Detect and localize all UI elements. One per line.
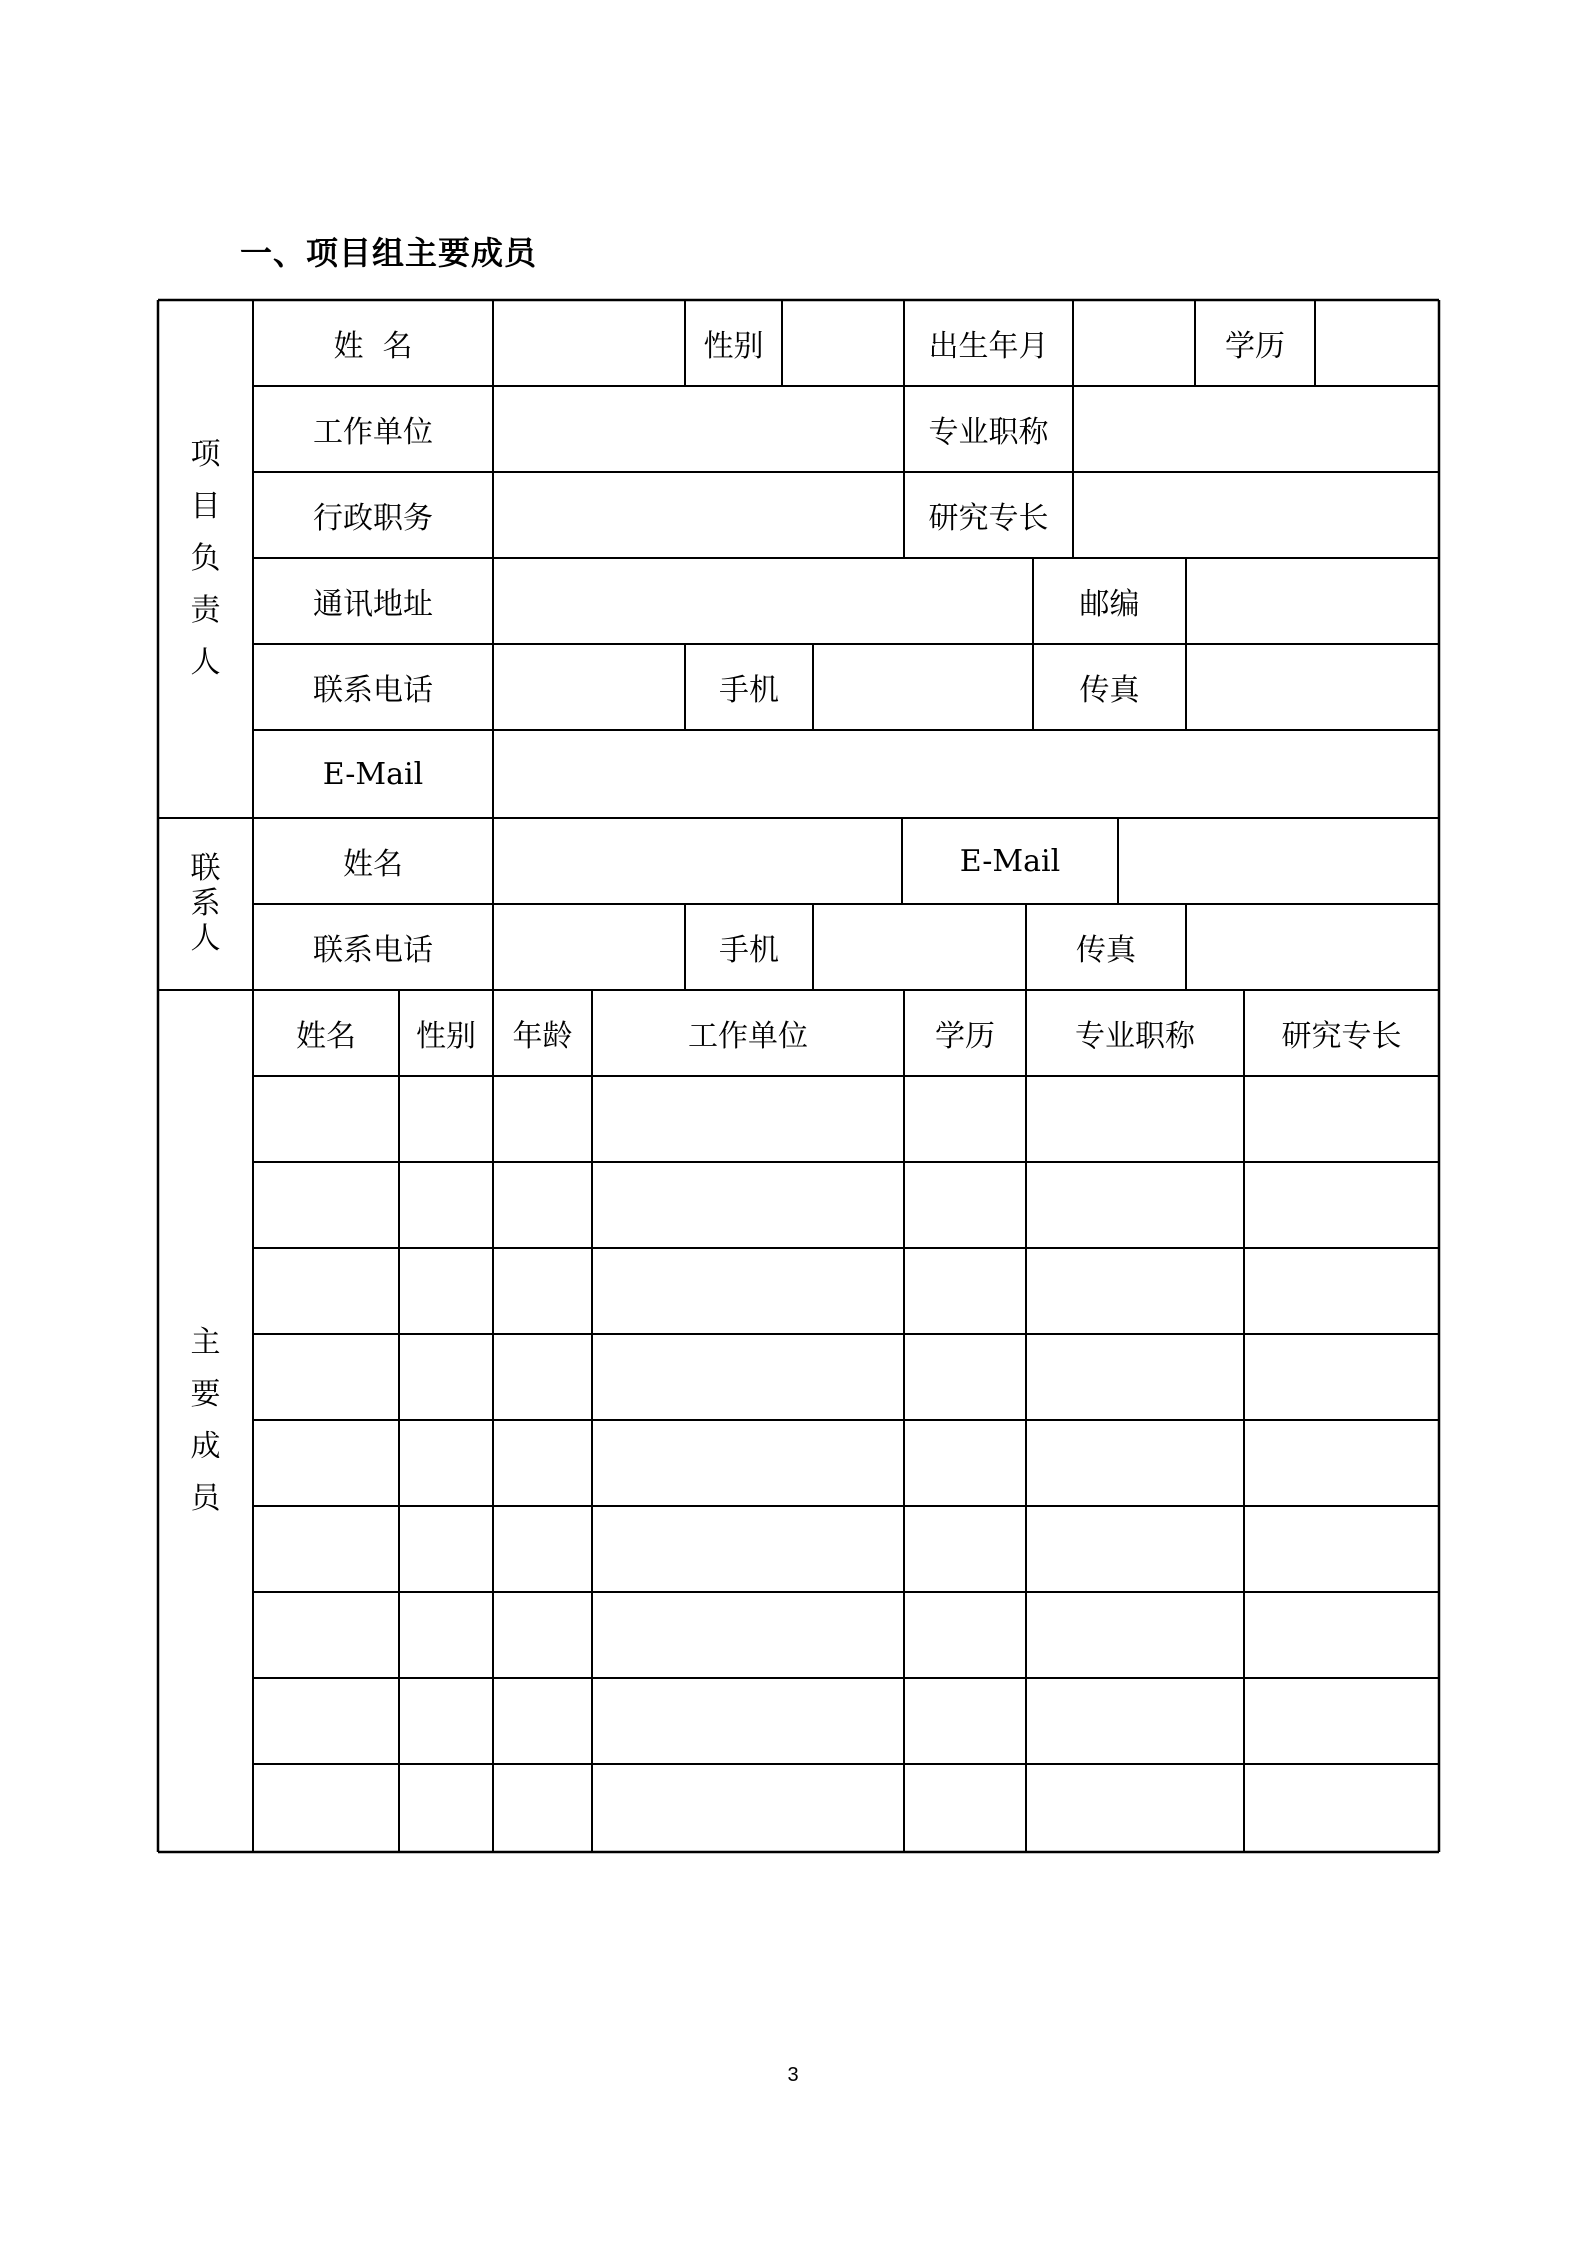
member-research-field[interactable] — [1244, 1678, 1439, 1764]
member-gender-field[interactable] — [399, 1506, 493, 1592]
member-name-field[interactable] — [253, 1592, 399, 1678]
leader-fax-field[interactable] — [1186, 644, 1439, 730]
section-heading: 一、项目组主要成员 — [240, 234, 538, 272]
page-number: 3 — [787, 2064, 799, 2086]
member-research-field[interactable] — [1244, 1764, 1439, 1852]
member-education-field[interactable] — [904, 1248, 1026, 1334]
vertical-label-char: 要 — [190, 1377, 221, 1412]
leader-phone-field[interactable] — [493, 644, 685, 730]
leader-research-field[interactable] — [1073, 472, 1439, 558]
member-prof-title-field[interactable] — [1026, 1420, 1244, 1506]
member-work-unit-field[interactable] — [592, 1506, 904, 1592]
member-prof-title-field[interactable] — [1026, 1506, 1244, 1592]
member-prof-title-field[interactable] — [1026, 1592, 1244, 1678]
member-gender-field[interactable] — [399, 1162, 493, 1248]
member-work-unit-field[interactable] — [592, 1162, 904, 1248]
contact-phone-label: 联系电话 — [313, 933, 433, 968]
member-name-field[interactable] — [253, 1678, 399, 1764]
members-header-prof-title: 专业职称 — [1075, 1019, 1195, 1054]
member-education-field[interactable] — [904, 1592, 1026, 1678]
member-work-unit-field[interactable] — [592, 1248, 904, 1334]
member-gender-field[interactable] — [399, 1592, 493, 1678]
contact-mobile-field[interactable] — [813, 904, 1026, 990]
member-age-field[interactable] — [493, 1076, 592, 1162]
members-header-work-unit: 工作单位 — [688, 1019, 808, 1054]
leader-education-field[interactable] — [1315, 300, 1439, 386]
member-name-field[interactable] — [253, 1420, 399, 1506]
vertical-label-char: 成 — [190, 1429, 221, 1464]
member-research-field[interactable] — [1244, 1420, 1439, 1506]
member-gender-field[interactable] — [399, 1248, 493, 1334]
leader-section-label — [158, 300, 253, 818]
leader-mobile-label: 手机 — [719, 673, 779, 708]
member-prof-title-field[interactable] — [1026, 1076, 1244, 1162]
member-education-field[interactable] — [904, 1506, 1026, 1592]
member-age-field[interactable] — [493, 1248, 592, 1334]
vertical-label-char: 责 — [190, 593, 221, 628]
member-age-field[interactable] — [493, 1764, 592, 1852]
member-work-unit-field[interactable] — [592, 1592, 904, 1678]
member-education-field[interactable] — [904, 1334, 1026, 1420]
member-prof-title-field[interactable] — [1026, 1764, 1244, 1852]
leader-mobile-field[interactable] — [813, 644, 1033, 730]
leader-research-label: 研究专长 — [928, 501, 1049, 536]
leader-education-label: 学历 — [1225, 329, 1285, 364]
member-research-field[interactable] — [1244, 1592, 1439, 1678]
contact-section-label — [158, 818, 253, 990]
leader-name-field[interactable] — [493, 300, 685, 386]
member-age-field[interactable] — [493, 1420, 592, 1506]
leader-gender-label: 性别 — [703, 329, 764, 364]
member-gender-field[interactable] — [399, 1764, 493, 1852]
member-name-field[interactable] — [253, 1076, 399, 1162]
member-age-field[interactable] — [493, 1592, 592, 1678]
leader-name-label: 姓 名 — [333, 329, 413, 364]
contact-email-field[interactable] — [1118, 818, 1439, 904]
member-name-field[interactable] — [253, 1162, 399, 1248]
leader-admin-post-field[interactable] — [493, 472, 904, 558]
member-education-field[interactable] — [904, 1420, 1026, 1506]
leader-birth-field[interactable] — [1073, 300, 1195, 386]
contact-fax-field[interactable] — [1186, 904, 1439, 990]
vertical-label-char: 负 — [190, 541, 221, 576]
contact-phone-field[interactable] — [493, 904, 685, 990]
leader-fax-label: 传真 — [1079, 673, 1140, 708]
leader-email-field[interactable] — [493, 730, 1439, 818]
member-work-unit-field[interactable] — [592, 1764, 904, 1852]
leader-admin-post-label: 行政职务 — [313, 501, 433, 536]
members-header-education: 学历 — [935, 1019, 995, 1054]
member-research-field[interactable] — [1244, 1248, 1439, 1334]
member-gender-field[interactable] — [399, 1334, 493, 1420]
member-work-unit-field[interactable] — [592, 1420, 904, 1506]
vertical-label-char: 系 — [190, 886, 221, 921]
member-education-field[interactable] — [904, 1764, 1026, 1852]
member-research-field[interactable] — [1244, 1334, 1439, 1420]
vertical-label-char: 员 — [190, 1481, 221, 1516]
member-name-field[interactable] — [253, 1506, 399, 1592]
leader-prof-title-label: 专业职称 — [928, 415, 1049, 450]
leader-postcode-label: 邮编 — [1079, 587, 1140, 622]
members-header-name: 姓名 — [296, 1019, 356, 1054]
contact-email-label: E-Mail — [959, 843, 1061, 879]
leader-work-unit-field[interactable] — [493, 386, 904, 472]
member-gender-field[interactable] — [399, 1420, 493, 1506]
leader-phone-label: 联系电话 — [313, 673, 433, 708]
vertical-label-char: 目 — [190, 489, 221, 524]
member-research-field[interactable] — [1244, 1506, 1439, 1592]
vertical-label-char: 项 — [190, 437, 221, 472]
vertical-label-char: 人 — [190, 645, 221, 680]
member-name-field[interactable] — [253, 1248, 399, 1334]
contact-name-label: 姓名 — [343, 847, 403, 882]
member-age-field[interactable] — [493, 1678, 592, 1764]
member-work-unit-field[interactable] — [592, 1076, 904, 1162]
member-work-unit-field[interactable] — [592, 1334, 904, 1420]
member-prof-title-field[interactable] — [1026, 1248, 1244, 1334]
member-work-unit-field[interactable] — [592, 1678, 904, 1764]
member-research-field[interactable] — [1244, 1162, 1439, 1248]
vertical-label-char: 主 — [190, 1325, 221, 1360]
leader-work-unit-label: 工作单位 — [313, 415, 433, 450]
member-prof-title-field[interactable] — [1026, 1334, 1244, 1420]
leader-email-label: E-Mail — [322, 756, 424, 792]
member-gender-field[interactable] — [399, 1678, 493, 1764]
member-prof-title-field[interactable] — [1026, 1162, 1244, 1248]
vertical-label-char: 人 — [190, 921, 221, 956]
member-age-field[interactable] — [493, 1162, 592, 1248]
member-gender-field[interactable] — [399, 1076, 493, 1162]
member-age-field[interactable] — [493, 1334, 592, 1420]
member-name-field[interactable] — [253, 1764, 399, 1852]
leader-postcode-field[interactable] — [1186, 558, 1439, 644]
member-age-field[interactable] — [493, 1506, 592, 1592]
member-education-field[interactable] — [904, 1162, 1026, 1248]
contact-fax-label: 传真 — [1076, 933, 1136, 968]
member-research-field[interactable] — [1244, 1076, 1439, 1162]
leader-prof-title-field[interactable] — [1073, 386, 1439, 472]
members-section-label — [158, 990, 253, 1852]
member-prof-title-field[interactable] — [1026, 1678, 1244, 1764]
member-education-field[interactable] — [904, 1076, 1026, 1162]
leader-address-label: 通讯地址 — [313, 587, 433, 622]
members-header-age: 年龄 — [512, 1019, 573, 1054]
vertical-label-char: 联 — [190, 851, 221, 886]
members-header-research: 研究专长 — [1281, 1019, 1402, 1054]
leader-birth-label: 出生年月 — [928, 329, 1049, 364]
contact-mobile-label: 手机 — [719, 933, 779, 968]
leader-gender-field[interactable] — [782, 300, 904, 386]
member-name-field[interactable] — [253, 1334, 399, 1420]
contact-name-field[interactable] — [493, 818, 902, 904]
member-education-field[interactable] — [904, 1678, 1026, 1764]
members-header-gender: 性别 — [416, 1019, 476, 1054]
leader-address-field[interactable] — [493, 558, 1033, 644]
